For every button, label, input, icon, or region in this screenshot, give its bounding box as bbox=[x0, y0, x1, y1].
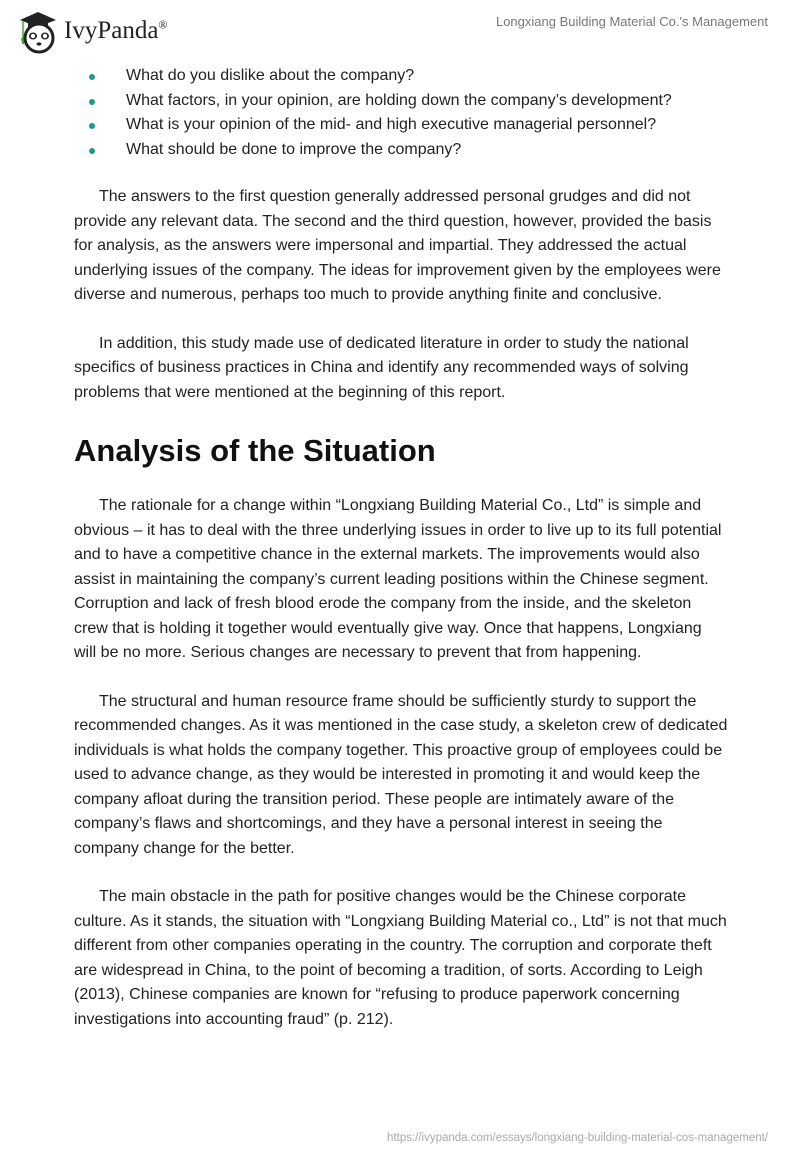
paragraph: The main obstacle in the path for positive changes would be the Chinese corporate culture. As it stands, the situation with “Longxiang Building Material co., Ltd” is not that much different from other companies operating in the country. The corruption and corporate theft are widespread in China, to the point of becoming a tradition, of sorts. According to Leigh (2013), Chinese companies are known for “refusing to produce paperwork concerning investigations into accounting fraud” (p. 212). bbox=[74, 888, 727, 1028]
paragraph: The structural and human resource frame should be sufficiently sturdy to support the recommended changes. As it was mentioned in the case study, a skeleton crew of dedicated individuals is what holds the company together. This proactive group of employees could be used to advance change, as they would be interested in promoting it and would keep the company afloat during the transition period. These people are intimately aware of the company’s flaws and shortcomings, and they have a personal interest in seeing the company change for the better. bbox=[74, 692, 728, 857]
bullet-icon bbox=[89, 148, 95, 154]
paragraph: The rationale for a change within “Longxiang Building Material Co., Ltd” is simple and obvious – it has to deal with the three underlying issues in order to live up to its full potential and to have a competitive chance in the external markets. The improvements would also assist in maintaining the company’s current leading positions within the Chinese segment. Corruption and lack of fresh blood erode the company from the inside, and the skeleton crew that is holding it together would eventually give way. Once that happens, Longxiang will be no more. Serious changes are necessary to prevent that from happening. bbox=[74, 497, 722, 661]
bullet-icon bbox=[89, 123, 95, 129]
list-item bbox=[74, 138, 728, 163]
list-item bbox=[74, 64, 728, 89]
list-item bbox=[74, 113, 728, 138]
section-heading: Analysis of the Situation bbox=[74, 433, 436, 468]
list-item-text: What should be done to improve the company? bbox=[126, 140, 462, 158]
ivypanda-logo[interactable] bbox=[18, 8, 168, 54]
essay-content bbox=[74, 64, 728, 1056]
question-list bbox=[74, 64, 728, 162]
source-url[interactable]: https://ivypanda.com/essays/longxiang-building-material-cos-management/ bbox=[387, 1132, 768, 1144]
bullet-icon bbox=[89, 99, 95, 105]
list-item-text: What do you dislike about the company? bbox=[126, 67, 415, 84]
paragraph: The answers to the first question generally addressed personal grudges and did not provide any relevant data. The second and the third question, however, provided the basis for analysis, as the answers were impersonal and impartial. They addressed the actual underlying issues of the company. The ideas for improvement given by the employees were diverse and numerous, perhaps too much to provide anything finite and conclusive. bbox=[74, 188, 721, 303]
list-item bbox=[74, 89, 728, 114]
document-title: Longxiang Building Material Co.'s Management bbox=[495, 14, 768, 29]
paragraph: In addition, this study made use of dedicated literature in order to study the national specifics of business practices in China and identify any recommended ways of solving problems that were mentioned at the beginning of this report. bbox=[74, 334, 689, 401]
panda-graduate-icon bbox=[18, 8, 58, 54]
list-item-text: What is your opinion of the mid- and high executive managerial personnel? bbox=[126, 116, 657, 133]
bullet-icon bbox=[89, 74, 95, 80]
logo-text: IvyPanda® bbox=[64, 17, 168, 44]
list-item-text: What factors, in your opinion, are holding down the company’s development? bbox=[126, 91, 672, 109]
